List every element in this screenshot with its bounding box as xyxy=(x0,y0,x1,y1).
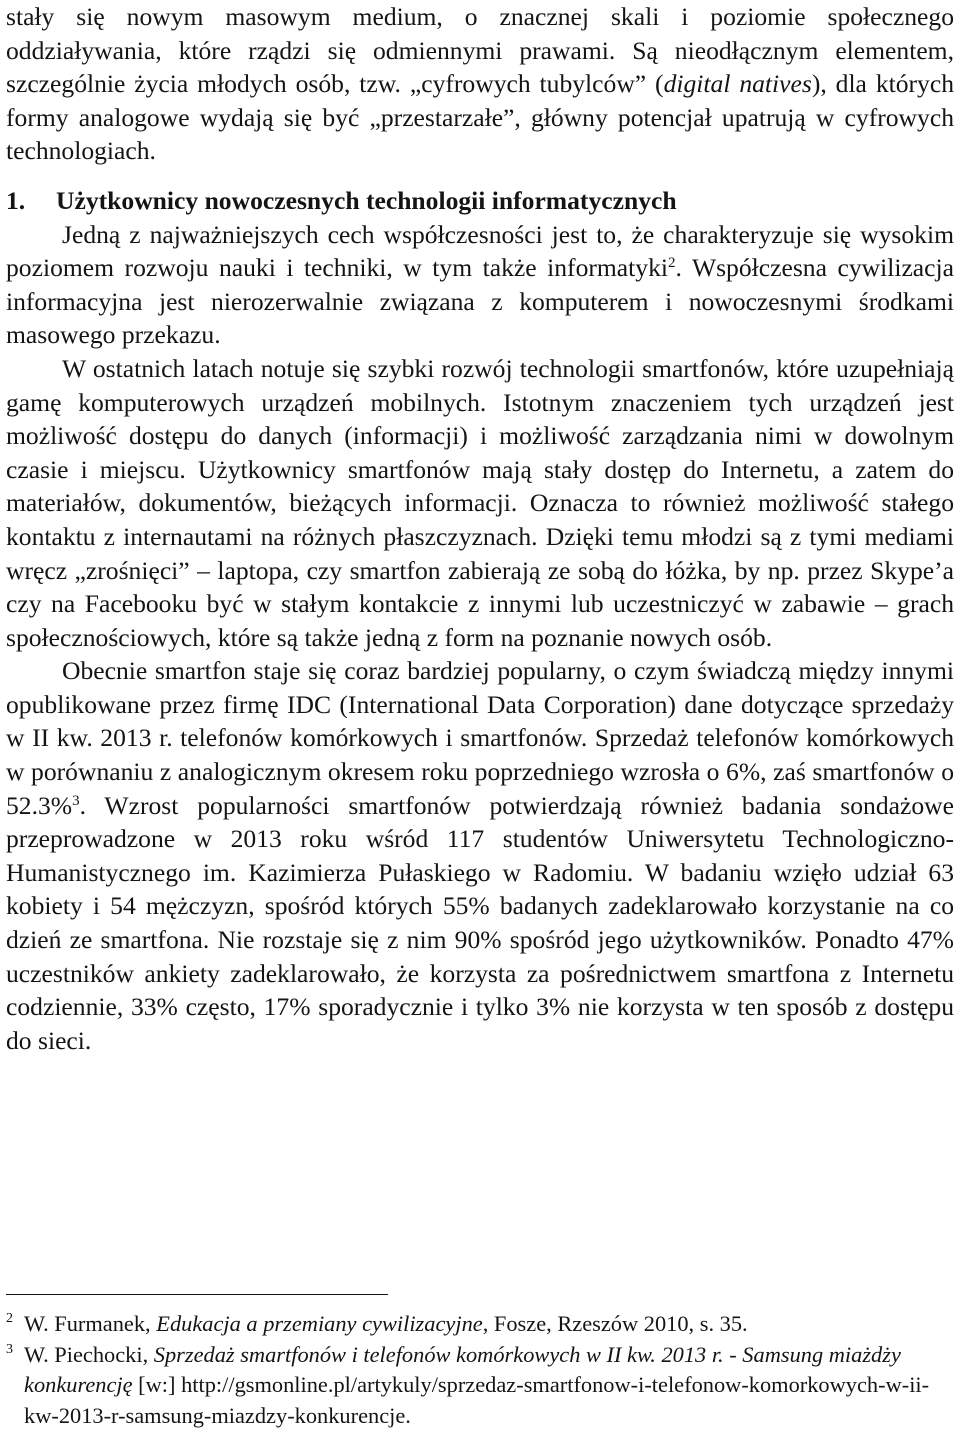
paragraph-4 xyxy=(6,654,954,1057)
section-heading xyxy=(6,184,954,218)
footnote-2-author: W. Furmanek, xyxy=(24,1311,157,1336)
footnote-3-author: W. Piechocki, xyxy=(24,1341,154,1367)
section-title: Użytkownicy nowoczesnych technologii informatycznych xyxy=(56,185,677,215)
intro-paragraph xyxy=(6,0,954,168)
intro-text-end: ), dla których formy analogowe wydają się być „przestarzałe”, główny potencjał upatrują w cyfrowych technologiach. xyxy=(6,69,954,166)
footnote-divider xyxy=(6,1294,388,1295)
footnote-3-title: Sprzedaż smartfonów i telefonów komórkowych w II kw. 2013 r. - Samsung miażdży konkurencję xyxy=(24,1341,901,1397)
paragraph-2 xyxy=(6,218,954,352)
footnote-ref-2[interactable]: 2 xyxy=(667,255,676,272)
paragraph-3: W ostatnich latach notuje się szybki rozwój technologii smartfonów, które uzupełniają gamę komputerowych urządzeń mobilnych. Istotnym znaczeniem tych urządzeń jest możliwość dostępu do danych (informacji) i możliwość zarządzania nimi w dowolnym czasie i miejscu. Użytkownicy smartfonów mają stały dostęp do Internetu, a zatem do materiałów, dokumentów, bieżących informacji. Oznacza to również możliwość stałego kontaktu z internautami na różnych płaszczyznach. Dzięki temu młodzi są z tymi mediami wręcz „zrośnięci” – laptopa, czy smartfon zabierają ze sobą do łóżka, by np. przez Skype’a czy na Facebooku być w stałym kontakcie z innymi lub uczestniczyć w zabawie – grach społecznościowych, które są także jedną z form na poznanie nowych osób. xyxy=(6,353,954,652)
footnote-3-link[interactable]: [w:] http://gsmonline.pl/artykuly/sprzedaz-smartfonow-i-telefonow-komorkowych-w-ii-kw-2013-r-samsung-miazdzy-konkurencje. xyxy=(24,1372,930,1428)
intro-text: stały się nowym masowym medium, o znacznej skali i poziomie społecznego oddziaływania, które rządzi się odmiennymi prawami. Są nieodłącznym elementem, szczególnie życia młodych osób, tzw. „cyfrowych tubylców” ( xyxy=(6,2,954,99)
footnotes xyxy=(6,1294,954,1431)
footnote-2-title: Edukacja a przemiany cywilizacyjne xyxy=(156,1311,483,1336)
section-number: 1. xyxy=(6,185,26,215)
section-body xyxy=(6,218,954,1058)
paragraph-2-text-end: . Współczesna cywilizacja informacyjna jest nierozerwalnie związana z komputerem i nowoczesnymi środkami masowego przekazu. xyxy=(6,253,954,350)
paragraph-4-text-end: . Wzrost popularności smartfonów potwierdzają również badania sondażowe przeprowadzone w 2013 roku wśród 117 studentów Uniwersytetu Technologiczno-Humanistycznego im. Kazimierza Pułaskiego w Radomiu. W badaniu wzięło udział 63 kobiety i 54 mężczyzn, spośród których 55% badanych zadeklarowało korzystanie na co dzień ze smartfona. Nie rozstaje się z nim 90% spośród jego użytkowników. Ponadto 47% uczestników ankiety zadeklarowało, że korzysta za pośrednictwem smartfona z Internetu codziennie, 33% często, 17% sporadycznie i tylko 3% nie korzysta w ten sposób z dostępu do sieci. xyxy=(6,790,954,1055)
intro-italic-term: digital natives xyxy=(663,69,812,99)
footnote-3: $^3$ W. Piechocki, Sprzedaż smartfonów i telefonów komórkowych w II kw. 2013 r. - Samsung miażdży konkurencję [w:] http://gsmonline.pl/artykuly/sprzedaz-smartfonow-i-telefonow-komorkowych-w-ii-kw-2013-r-samsung-miazdzy-konkurencje. xyxy=(6,1341,930,1428)
paragraph-4-text: Obecnie smartfon staje się coraz bardziej popularny, o czym świadczą między innymi opublikowane przez firmę IDC (International Data Corporation) dane dotyczące sprzedaży w II kw. 2013 r. telefonów komórkowych i smartfonów. Sprzedaż telefonów komórkowych w porównaniu z analogicznym okresem roku poprzedniego wzrosła o 6%, zaś smartfonów o 52.3% xyxy=(6,656,954,820)
footnote-ref-3[interactable]: 3 xyxy=(72,792,80,809)
paragraph-2-text: Jedną z najważniejszych cech współczesności jest to, że charakteryzuje się wysokim poziomem rozwoju nauki i techniki, w tym także informatyki xyxy=(6,219,954,283)
page-body xyxy=(6,0,954,1057)
footnote-2: $^2$ W. Furmanek, Edukacja a przemiany cywilizacyjne, Fosze, Rzeszów 2010, s. 35. xyxy=(6,1311,748,1336)
footnote-2-details: , Fosze, Rzeszów 2010, s. 35. xyxy=(482,1311,748,1336)
